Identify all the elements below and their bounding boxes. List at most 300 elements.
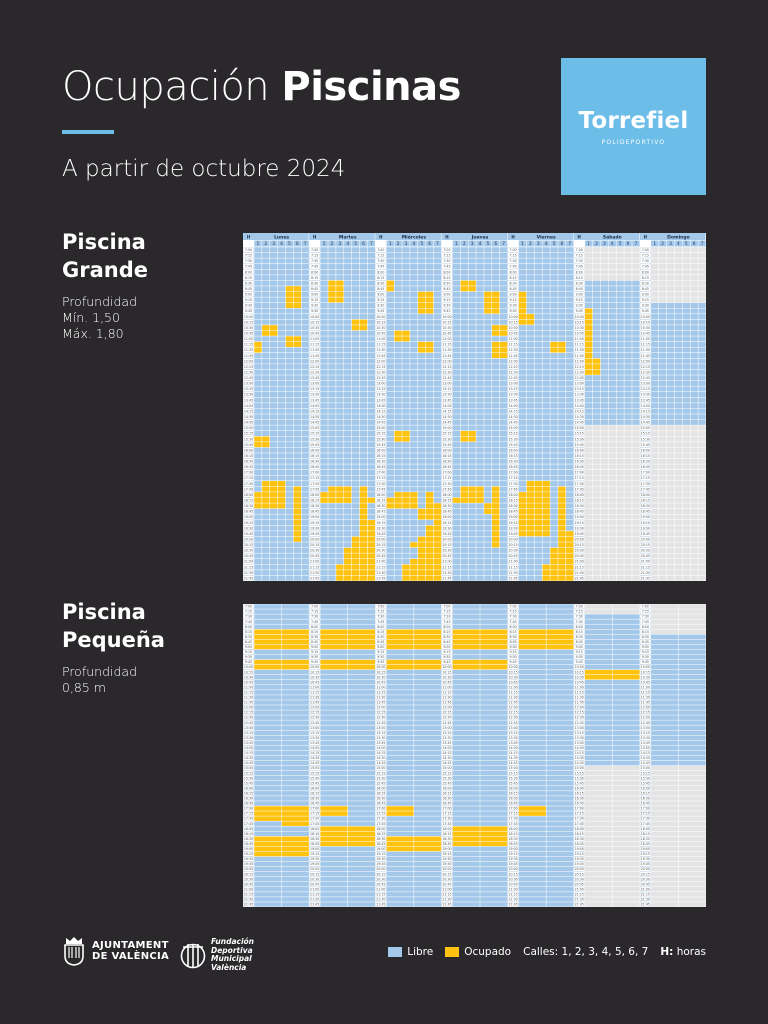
lane-cell xyxy=(352,565,359,570)
lane-cell xyxy=(328,303,335,308)
hour-label: 8:45 xyxy=(443,286,451,291)
lane-cell xyxy=(558,437,565,442)
lane-cell xyxy=(683,464,690,469)
lane-cell xyxy=(254,630,281,635)
lane-cell xyxy=(387,852,414,857)
hour-label: 12:15 xyxy=(508,364,518,369)
lane-cell xyxy=(394,375,401,380)
lane-cell xyxy=(434,336,441,341)
pool-pequena-depth-label: Profundidad xyxy=(62,664,138,679)
lane-cell xyxy=(550,509,557,514)
lane-cell xyxy=(500,492,507,497)
lane-cell xyxy=(414,832,441,837)
hour-label: 9:00 xyxy=(244,645,253,650)
lane-cell xyxy=(320,425,327,430)
lane-cell xyxy=(368,353,375,358)
lane-cell xyxy=(609,487,616,492)
hour-label: 18:30 xyxy=(310,504,320,509)
lane-cell xyxy=(519,286,526,291)
hour-label: 10:15 xyxy=(442,320,452,325)
hour-label: 8:15 xyxy=(443,275,451,280)
lane-cell xyxy=(282,847,309,852)
lane-cell xyxy=(360,253,367,258)
lane-cell xyxy=(468,409,475,414)
lane-cell xyxy=(585,526,592,531)
lane-cell xyxy=(336,498,343,503)
lane-cell xyxy=(368,314,375,319)
lane-cell xyxy=(336,542,343,547)
lane-cell xyxy=(344,565,351,570)
lane-cell xyxy=(585,331,592,336)
lane-cell xyxy=(659,342,666,347)
hour-label: 14:00 xyxy=(243,403,254,408)
lane-cell xyxy=(616,437,623,442)
lane-cell xyxy=(461,514,468,519)
lane-cell xyxy=(344,353,351,358)
lane-cell xyxy=(527,531,534,536)
lane-cell xyxy=(410,548,417,553)
lane-cell xyxy=(461,425,468,430)
hour-label: 8:30 xyxy=(244,634,253,639)
lane-cell xyxy=(328,553,335,558)
lane-cell xyxy=(480,619,507,624)
lane-cell xyxy=(294,431,301,436)
lane-cell xyxy=(527,292,534,297)
lane-cell xyxy=(698,403,705,408)
lane-cell xyxy=(550,297,557,302)
hour-label: 7:15 xyxy=(244,609,253,614)
hour-label: 9:30 xyxy=(443,655,451,660)
lane-cell xyxy=(418,286,425,291)
lane-cell xyxy=(270,286,277,291)
hour-label: 15:45 xyxy=(574,442,584,447)
lane-cell xyxy=(609,253,616,258)
lane-cell xyxy=(352,264,359,269)
lane-cell xyxy=(601,425,608,430)
lane-cell xyxy=(632,475,639,480)
lane-cell xyxy=(527,359,534,364)
lane-cell xyxy=(500,526,507,531)
lane-cell xyxy=(336,398,343,403)
lane-cell xyxy=(426,464,433,469)
lane-cell xyxy=(566,353,573,358)
lane-cell xyxy=(320,331,327,336)
lane-cell xyxy=(601,308,608,313)
hour-label: 18:15 xyxy=(574,498,584,503)
hour-label: 14:30 xyxy=(508,415,518,420)
lane-cell xyxy=(394,314,401,319)
lane-cell xyxy=(286,403,293,408)
hour-label: 7:15 xyxy=(311,253,319,258)
lane-cell xyxy=(294,409,301,414)
lane-cell xyxy=(683,386,690,391)
hour-label: 19:00 xyxy=(310,515,320,520)
lane-cell xyxy=(302,398,309,403)
lane-cell xyxy=(616,442,623,447)
lane-cell xyxy=(484,503,491,508)
lane-cell xyxy=(535,364,542,369)
lane-cell xyxy=(394,364,401,369)
lane-cell xyxy=(402,514,409,519)
lane-cell xyxy=(360,509,367,514)
lane-cell xyxy=(453,796,480,801)
lane-cell xyxy=(550,437,557,442)
lane-cell xyxy=(302,448,309,453)
lane-cell xyxy=(453,247,460,252)
lane-cell xyxy=(394,386,401,391)
lane-cell xyxy=(659,347,666,352)
hour-label: 18:30 xyxy=(442,504,452,509)
hour-label: 8:00 xyxy=(443,624,451,629)
lane-cell xyxy=(282,902,309,907)
lane-cell xyxy=(484,264,491,269)
lane-cell xyxy=(476,270,483,275)
lane-cell xyxy=(593,359,600,364)
lane-cell xyxy=(254,741,281,746)
lane-cell xyxy=(542,514,549,519)
lane-cell xyxy=(476,448,483,453)
lane-cell xyxy=(286,514,293,519)
lane-cell xyxy=(254,624,281,629)
lane-cell xyxy=(609,542,616,547)
lane-cell xyxy=(593,258,600,263)
lane-header: 4 xyxy=(478,241,482,247)
hour-label: 10:15 xyxy=(310,320,320,325)
lane-cell xyxy=(500,425,507,430)
lane-cell xyxy=(659,297,666,302)
lane-cell xyxy=(601,453,608,458)
lane-cell xyxy=(360,336,367,341)
lane-cell xyxy=(270,464,277,469)
lane-cell xyxy=(624,314,631,319)
lane-cell xyxy=(418,475,425,480)
lane-cell xyxy=(282,675,309,680)
lane-cell xyxy=(352,509,359,514)
lane-cell xyxy=(519,695,546,700)
lane-cell xyxy=(601,542,608,547)
hour-label: 12:00 xyxy=(640,359,650,364)
lane-cell xyxy=(476,370,483,375)
lane-cell xyxy=(476,425,483,430)
hour-label: 18:45 xyxy=(442,509,452,514)
lane-cell xyxy=(352,364,359,369)
lane-cell xyxy=(402,247,409,252)
lane-cell xyxy=(601,314,608,319)
hour-label: 15:00 xyxy=(640,426,650,431)
lane-cell xyxy=(348,776,375,781)
lane-cell xyxy=(659,364,666,369)
lane-cell xyxy=(254,258,261,263)
lane-cell xyxy=(348,892,375,897)
lane-cell xyxy=(667,314,674,319)
lane-cell xyxy=(434,247,441,252)
lane-cell xyxy=(585,292,592,297)
lane-cell xyxy=(434,347,441,352)
hour-label: 18:45 xyxy=(243,841,254,846)
hour-label: 13:30 xyxy=(442,392,452,397)
lane-cell xyxy=(282,852,309,857)
lane-cell xyxy=(550,320,557,325)
lane-cell xyxy=(492,392,499,397)
hour-label: 20:30 xyxy=(640,548,650,553)
hour-label: 8:45 xyxy=(509,639,517,644)
lane-cell xyxy=(675,347,682,352)
lane-cell xyxy=(302,386,309,391)
lane-cell xyxy=(262,470,269,475)
lane-cell xyxy=(616,503,623,508)
hour-label: 9:45 xyxy=(443,660,451,665)
lane-cell xyxy=(616,570,623,575)
lane-cell xyxy=(286,503,293,508)
lane-cell xyxy=(387,847,414,852)
lane-cell xyxy=(698,548,705,553)
lane-cell xyxy=(593,403,600,408)
lane-cell xyxy=(368,409,375,414)
lane-cell xyxy=(344,403,351,408)
lane-cell xyxy=(566,470,573,475)
lane-cell xyxy=(675,559,682,564)
lane-cell xyxy=(360,325,367,330)
lane-cell xyxy=(368,514,375,519)
lane-cell xyxy=(519,281,526,286)
lane-cell xyxy=(282,741,309,746)
hour-label: 20:00 xyxy=(574,537,584,542)
lane-cell xyxy=(426,375,433,380)
lane-cell xyxy=(387,325,394,330)
lane-cell xyxy=(453,448,460,453)
lane-cell xyxy=(348,670,375,675)
lane-cell xyxy=(601,492,608,497)
lane-cell xyxy=(278,487,285,492)
hour-label: 10:15 xyxy=(508,320,518,325)
lane-cell xyxy=(468,331,475,336)
lane-cell xyxy=(519,614,546,619)
lane-cell xyxy=(320,655,347,660)
hour-label: 15:15 xyxy=(376,431,386,436)
lane-cell xyxy=(254,320,261,325)
lane-cell xyxy=(352,492,359,497)
hour-label: 16:30 xyxy=(442,796,452,801)
lane-cell xyxy=(542,409,549,414)
hour-label: 17:15 xyxy=(442,476,452,481)
lane-cell xyxy=(601,281,608,286)
lane-cell xyxy=(468,342,475,347)
lane-cell xyxy=(278,514,285,519)
lane-cell xyxy=(254,481,261,486)
lane-cell xyxy=(632,281,639,286)
lane-cell xyxy=(484,481,491,486)
lane-cell xyxy=(262,403,269,408)
lane-cell xyxy=(698,553,705,558)
lane-cell xyxy=(667,292,674,297)
hour-label: 7:30 xyxy=(244,614,253,619)
lane-cell xyxy=(278,375,285,380)
lane-cell xyxy=(434,470,441,475)
lane-cell xyxy=(368,559,375,564)
lane-cell xyxy=(414,690,441,695)
lane-cell xyxy=(320,414,327,419)
lane-cell xyxy=(387,481,394,486)
lane-cell xyxy=(344,542,351,547)
lane-cell xyxy=(535,559,542,564)
lane-cell xyxy=(542,270,549,275)
day-header: Sábado xyxy=(602,235,622,241)
lane-cell xyxy=(632,270,639,275)
lane-cell xyxy=(593,481,600,486)
lane-cell xyxy=(294,459,301,464)
lane-cell xyxy=(302,570,309,575)
lane-cell xyxy=(698,537,705,542)
lane-cell xyxy=(434,403,441,408)
lane-cell xyxy=(519,492,526,497)
lane-cell xyxy=(500,347,507,352)
lane-cell xyxy=(320,877,347,882)
lane-cell xyxy=(476,514,483,519)
lane-cell xyxy=(468,353,475,358)
lane-cell xyxy=(352,514,359,519)
lane-cell xyxy=(336,442,343,447)
lane-cell xyxy=(593,325,600,330)
lane-cell xyxy=(480,725,507,730)
lane-cell xyxy=(492,347,499,352)
lane-cell xyxy=(426,281,433,286)
lane-cell xyxy=(278,553,285,558)
lane-cell xyxy=(387,635,414,640)
lane-cell xyxy=(593,270,600,275)
lane-cell xyxy=(609,292,616,297)
lane-cell xyxy=(394,292,401,297)
lane-cell xyxy=(519,645,546,650)
hour-label: 7:30 xyxy=(244,259,253,264)
lane-cell xyxy=(348,624,375,629)
lane-cell xyxy=(328,286,335,291)
lane-cell xyxy=(348,781,375,786)
lane-cell xyxy=(519,325,526,330)
lane-cell xyxy=(558,247,565,252)
lane-cell xyxy=(585,520,592,525)
lane-cell xyxy=(320,392,327,397)
lane-cell xyxy=(698,431,705,436)
lane-cell xyxy=(410,526,417,531)
hour-label: 18:00 xyxy=(243,492,254,497)
lane-cell xyxy=(558,364,565,369)
lane-cell xyxy=(683,292,690,297)
lane-cell xyxy=(414,821,441,826)
hour-label: 10:30 xyxy=(574,325,584,330)
lane-cell xyxy=(616,414,623,419)
lane-cell xyxy=(286,303,293,308)
lane-cell xyxy=(254,847,281,852)
lane-cell xyxy=(566,336,573,341)
lane-cell xyxy=(609,353,616,358)
lane-cell xyxy=(302,375,309,380)
lane-cell xyxy=(320,811,347,816)
lane-cell xyxy=(683,308,690,313)
lane-cell xyxy=(542,576,549,581)
lane-cell xyxy=(461,331,468,336)
lane-cell xyxy=(480,680,507,685)
lane-cell xyxy=(566,392,573,397)
lane-cell xyxy=(254,821,281,826)
lane-cell xyxy=(601,459,608,464)
lane-cell xyxy=(434,526,441,531)
lane-cell xyxy=(336,270,343,275)
hour-label: 20:30 xyxy=(243,877,254,882)
lane-cell xyxy=(566,375,573,380)
lane-cell xyxy=(387,314,394,319)
hour-label: 8:00 xyxy=(244,624,253,629)
lane-cell xyxy=(426,297,433,302)
lane-cell xyxy=(402,381,409,386)
lane-cell xyxy=(282,791,309,796)
lane-cell xyxy=(294,331,301,336)
lane-cell xyxy=(414,867,441,872)
lane-cell xyxy=(593,487,600,492)
lane-cell xyxy=(550,414,557,419)
lane-cell xyxy=(387,475,394,480)
lane-cell xyxy=(667,531,674,536)
lane-cell xyxy=(535,325,542,330)
lane-cell xyxy=(593,336,600,341)
hour-label: 18:00 xyxy=(574,492,584,497)
lane-cell xyxy=(535,286,542,291)
lane-cell xyxy=(535,292,542,297)
lane-cell xyxy=(328,570,335,575)
lane-cell xyxy=(527,414,534,419)
lane-cell xyxy=(675,570,682,575)
hour-label: 13:15 xyxy=(640,387,650,392)
lane-cell xyxy=(476,331,483,336)
hour-label: 15:15 xyxy=(574,431,584,436)
lane-cell xyxy=(262,414,269,419)
lane-cell xyxy=(484,398,491,403)
lane-cell xyxy=(542,420,549,425)
lane-cell xyxy=(651,409,658,414)
lane-cell xyxy=(566,498,573,503)
lane-cell xyxy=(601,320,608,325)
lane-cell xyxy=(302,526,309,531)
lane-cell xyxy=(453,821,480,826)
lane-cell xyxy=(453,442,460,447)
lane-cell xyxy=(262,420,269,425)
lane-cell xyxy=(254,816,281,821)
lane-cell xyxy=(320,526,327,531)
lane-cell xyxy=(667,487,674,492)
lane-cell xyxy=(270,381,277,386)
lane-cell xyxy=(500,464,507,469)
hour-label: 12:15 xyxy=(640,364,650,369)
lane-cell xyxy=(286,258,293,263)
lane-cell xyxy=(593,353,600,358)
lane-cell xyxy=(461,431,468,436)
lane-cell xyxy=(387,781,414,786)
lane-cell xyxy=(624,375,631,380)
lane-cell xyxy=(344,258,351,263)
lane-cell xyxy=(414,897,441,902)
hour-label: 19:45 xyxy=(376,531,386,536)
lane-cell xyxy=(294,247,301,252)
lane-cell xyxy=(414,741,441,746)
lane-cell xyxy=(394,570,401,575)
lane-cell xyxy=(535,320,542,325)
lane-cell xyxy=(624,437,631,442)
lane-cell xyxy=(667,375,674,380)
lane-cell xyxy=(418,464,425,469)
lane-cell xyxy=(519,660,546,665)
hour-label: 19:45 xyxy=(640,531,650,536)
lane-cell xyxy=(566,359,573,364)
lane-cell xyxy=(659,570,666,575)
